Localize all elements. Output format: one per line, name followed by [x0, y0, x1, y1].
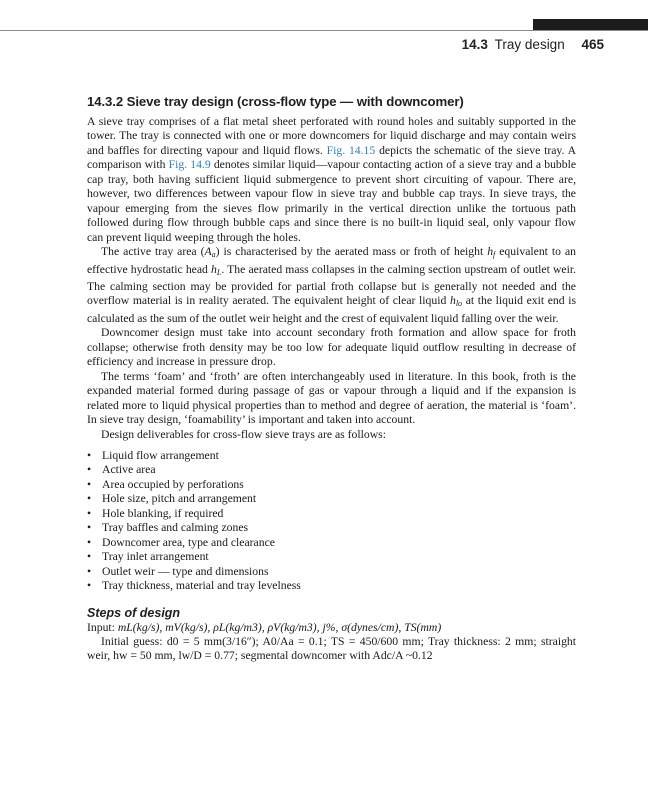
paragraph-5: Design deliverables for cross-flow sieve trays are as follows:	[101, 427, 386, 441]
section-number: 14.3	[461, 37, 488, 52]
paragraph-2-a: The active tray area (	[101, 245, 205, 259]
paragraph-4: The terms ‘foam’ and ‘froth’ are often interchangeably used in literature. In this book, froth is the expanded material formed during passage of gas or vapour through a liquid and if the expansion is related more to liquid physical properties than to method and degree of aeration, the material is ‘foam’. In sieve tray design, ‘foamability’ is important and taken into account.	[87, 369, 576, 427]
list-item: • Hole size, pitch and arrangement	[87, 492, 257, 506]
paragraph-1-b: depicts the schematic of the sieve tray. A comparison with	[87, 143, 577, 172]
deliverables-list	[87, 449, 576, 594]
list-item: • Tray baffles and calming zones	[87, 521, 249, 535]
list-item: • Outlet weir — type and dimensions	[87, 564, 269, 578]
header-rule	[0, 30, 648, 31]
initial-guess-values: d0 = 5 mm(3/16″); A0/Aa = 0.1; TS = 450/600 mm; Tray thickness: 2 mm; straight weir, hw = 50 mm, lw/D = 0.77; segmental downcomer with Adc/A ~0.12	[87, 634, 577, 663]
input-list: mL(kg/s), mV(kg/s), ρL(kg/m3), ρV(kg/m3), j%, σ(dynes/cm), TS(mm)	[117, 620, 442, 634]
section-title: Tray design	[494, 37, 565, 52]
list-item: • Area occupied by perforations	[87, 477, 244, 491]
list-item: • Hole blanking, if required	[87, 506, 224, 520]
paragraph-1-c: denotes similar liquid—vapour contacting action of a sieve tray and a bubble cap tray, both having sufficient liquid submergence to prevent short circuiting of vapour. There are, however, two differences between vapour flow in sieve tray and bubble cap trays. In sieve trays, the vapour emerging from the sieves flow primarily in the vertical direction unlike the tortuous path followed during flow through bubble caps and since there is no built-in liquid seal, only vapour flow can prevent liquid weeping through the holes.	[87, 158, 577, 244]
paragraph-1	[87, 115, 576, 245]
paragraph-2-e: at the liquid exit end is calculated as the sum of the outlet weir height and the crest of equivalent liquid falling over the weir.	[87, 294, 577, 325]
paragraph-3: Downcomer design must take into account secondary froth formation and allow space for froth collapse; otherwise froth density may be too low for adequate liquid outflow resulting in decrease of efficiency and increase in pressure drop.	[87, 326, 576, 369]
list-item: • Tray thickness, material and tray levelness	[87, 579, 301, 593]
initial-guess-label: Initial guess:	[101, 634, 163, 648]
steps-input	[87, 621, 576, 635]
page-body	[87, 94, 576, 664]
list-item: • Active area	[87, 463, 156, 477]
symbol-clear-liquid: $h_{lo}$	[449, 294, 463, 309]
paragraph-1-a: A sieve tray comprises of a flat metal sheet perforated with round holes and suitably supported in the tower. The tray is connected with one or more downcomers for liquid discharge and may contain weirs and baffles for directing vapour and liquid flows.	[87, 115, 576, 157]
header-bar	[533, 19, 648, 30]
list-item: • Downcomer area, type and clearance	[87, 535, 275, 549]
fig-14-9-link[interactable]: Fig. 14.9	[168, 158, 211, 172]
symbol-active-area: $A_a$	[204, 245, 216, 260]
input-label: Input:	[87, 620, 115, 634]
fig-14-15-link[interactable]: Fig. 14.15	[326, 143, 376, 157]
list-item: • Tray inlet arrangement	[87, 550, 209, 564]
paragraph-2	[87, 245, 576, 326]
paragraph-2-b: ) is characterised by the aerated mass or froth of height	[215, 245, 484, 259]
steps-heading: Steps of design	[87, 605, 181, 620]
steps-initial-guess	[87, 635, 576, 664]
paragraph-2-d: . The aerated mass collapses in the calming section upstream of outlet weir. The calming section may be provided for partial froth collapse but is generally not needed and the overflow material is in reality aerated. The equivalent height of clear liquid	[87, 262, 576, 308]
list-item: • Liquid flow arrangement	[87, 448, 219, 462]
page-number: 465	[581, 37, 604, 52]
running-head	[462, 37, 604, 52]
section-heading: 14.3.2 Sieve tray design (cross-flow type — with downcomer)	[87, 94, 464, 109]
paragraph-2-c: equivalent to an effective hydrostatic head	[87, 245, 577, 276]
symbol-head: $h_L$	[211, 262, 222, 277]
symbol-froth-height: $h_f$	[487, 245, 496, 260]
